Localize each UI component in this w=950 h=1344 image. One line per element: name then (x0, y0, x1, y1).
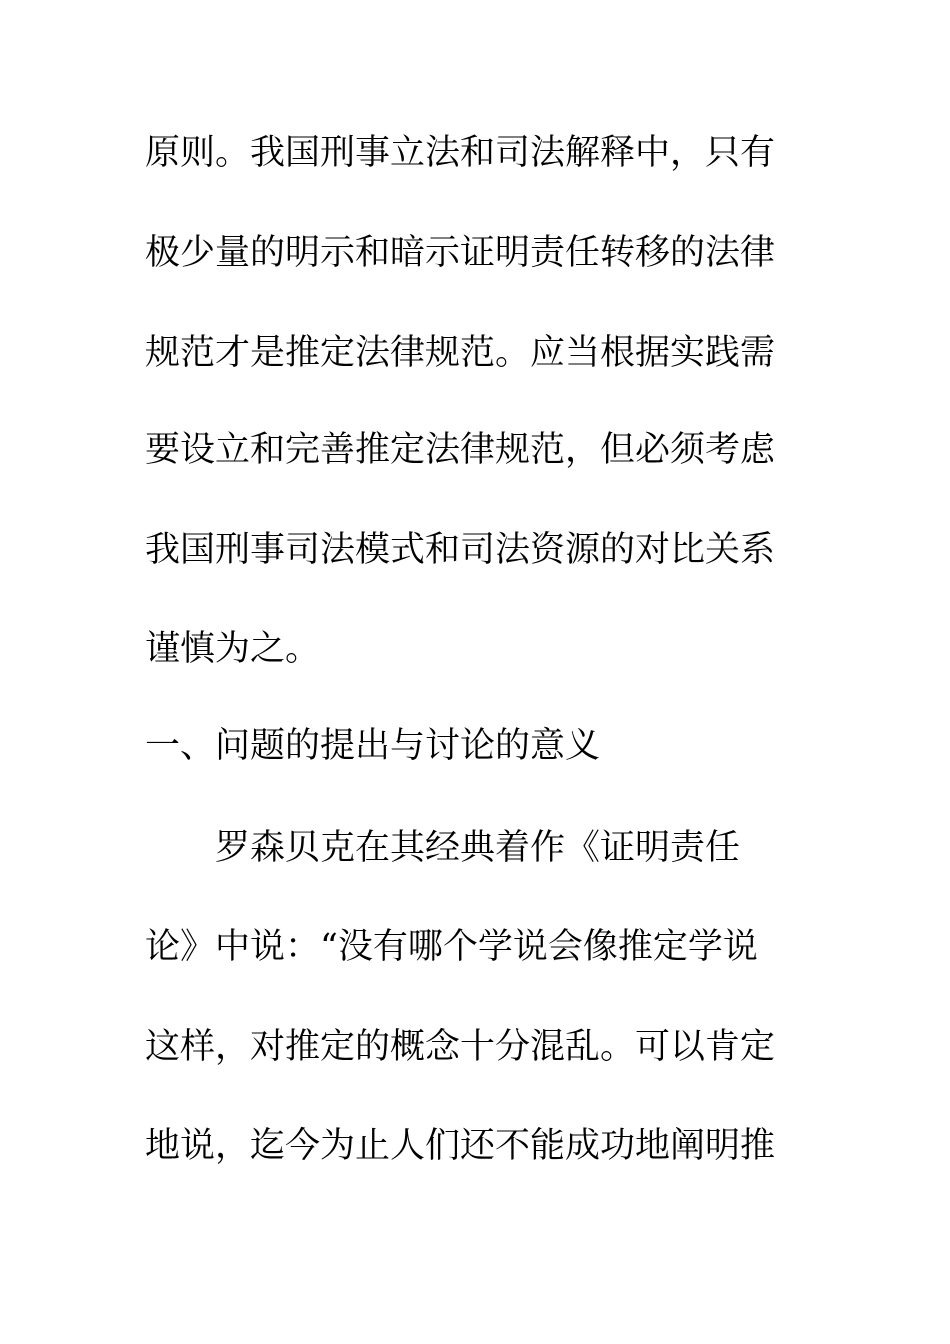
paragraph-line: 论》中说：“没有哪个学说会像推定学说 (145, 927, 758, 967)
paragraph-line: 我国刑事司法模式和司法资源的对比关系 (145, 530, 776, 570)
paragraph-line: 极少量的明示和暗示证明责任转移的法律 (145, 233, 776, 273)
paragraph-line: 规范才是推定法律规范。应当根据实践需 (145, 333, 776, 373)
paragraph-line: 罗森贝克在其经典着作《证明责任 (215, 828, 741, 868)
paragraph-line: 要设立和完善推定法律规范，但必须考虑 (145, 430, 776, 470)
paragraph-line: 这样，对推定的概念十分混乱。可以肯定 (145, 1027, 776, 1067)
paragraph-line: 谨慎为之。 (145, 629, 321, 669)
section-heading: 一、问题的提出与讨论的意义 (145, 726, 601, 766)
paragraph-line: 原则。我国刑事立法和司法解释中，只有 (145, 133, 776, 173)
paragraph-line: 地说，迄今为止人们还不能成功地阐明推 (145, 1126, 776, 1166)
